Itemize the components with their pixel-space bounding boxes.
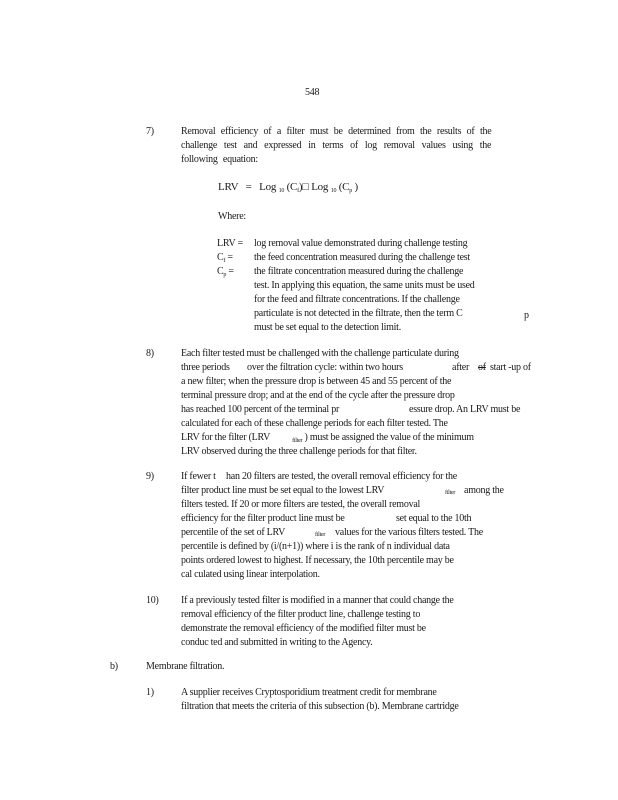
eq-base-1: 10 — [278, 188, 285, 194]
item-b1-line-1: A supplier receives Cryptosporidium treatment credit for membrane — [181, 687, 437, 698]
def-lrv-text: log removal value demonstrated during challenge testing — [254, 238, 468, 249]
item-9-line-4b: set equal to the 10th — [396, 513, 472, 524]
lrv-equation — [218, 180, 358, 196]
where-label: Where: — [218, 211, 246, 222]
item-9-line-5b: values for the various filters tested. The — [335, 527, 483, 538]
item-8-line-5a: has reached 100 percent of the terminal pr — [181, 404, 340, 415]
section-b-title: Membrane filtration. — [146, 661, 225, 672]
eq-log-1: Log — [259, 181, 277, 193]
eq-equals: = — [245, 181, 252, 193]
item-7-line-2: challenge test and expressed in terms of log removal values using the — [181, 140, 492, 151]
item-b1-line-2: filtration that meets the criteria of this subsection (b). Membrane cartridge — [181, 701, 459, 712]
item-10-line-2: removal efficiency of the filter product line, challenge testing to — [181, 609, 421, 620]
section-b-label: b) — [110, 661, 118, 672]
item-7-number: 7) — [146, 126, 154, 137]
item-8-line-7: LRV for the filter (LRV $_{filter}$ ) must be assigned the value of the minimum — [181, 432, 474, 444]
eq-log-2: Log — [311, 181, 329, 193]
item-8-line-2e: start -up of — [490, 362, 531, 373]
item-10-line-1: If a previously tested filter is modified in a manner that could change the — [181, 595, 454, 606]
eq-lhs: LRV — [218, 181, 239, 193]
item-8-line-2d: of — [478, 362, 486, 373]
def-cp-text: the filtrate concentration measured during the challenge — [254, 266, 464, 277]
def-cf-term: $C_f$ = — [217, 252, 233, 264]
item-9-line-6: percentile is defined by (i/(n+1)) where i is the rank of n individual data — [181, 541, 450, 552]
def-cp-cont-3: particulate is not detected in the filtrate, then the term C — [254, 308, 463, 319]
item-9-line-8: cal culated using linear interpolation. — [181, 569, 320, 580]
item-8-line-6: calculated for each of these challenge periods for each filter tested. The — [181, 418, 448, 429]
item-8-line-2a: three periods — [181, 362, 230, 373]
item-9-line-3: filters tested. If 20 or more filters are tested, the overall removal — [181, 499, 421, 510]
def-cf-text: the feed concentration measured during the challenge test — [254, 252, 470, 263]
eq-operator-box: □ — [302, 181, 309, 193]
item-8-line-4: terminal pressure drop; and at the end of the cycle after the pressure drop — [181, 390, 455, 401]
eq-f: f — [297, 188, 299, 194]
def-cp-term: $C_p$ = — [217, 266, 234, 278]
eq-cf: (C — [286, 181, 298, 193]
item-9-line-2-sub: filter — [445, 490, 456, 496]
item-9-line-2a: filter product line must be set equal to the lowest LRV — [181, 485, 385, 496]
item-9-number: 9) — [146, 471, 154, 482]
eq-cf-close: ) — [298, 181, 303, 193]
eq-cp: (C — [338, 181, 350, 193]
item-8-number: 8) — [146, 348, 154, 359]
def-cp-cont-1: test. In applying this equation, the same units must be used — [254, 280, 475, 291]
item-8-line-2b: over the filtration cycle: within two hours — [247, 362, 403, 373]
item-7-line-3: following equation: — [181, 154, 258, 165]
item-9-line-1a: If fewer t — [181, 471, 216, 482]
item-9-line-5a: percentile of the set of LRV — [181, 527, 286, 538]
def-cp-cont-2: for the feed and filtrate concentrations. If the challenge — [254, 294, 460, 305]
item-8-line-2c: after — [452, 362, 470, 373]
item-9-line-7: points ordered lowest to highest. If necessary, the 10th percentile may be — [181, 555, 454, 566]
item-8-line-5b: essure drop. An LRV must be — [409, 404, 521, 415]
item-10-number: 10) — [146, 595, 159, 606]
item-10-line-4: conduc ted and submitted in writing to the Agency. — [181, 637, 373, 648]
def-cp-cont-4: must be set equal to the detection limit. — [254, 322, 401, 333]
item-b1-number: 1) — [146, 687, 154, 698]
page-number: 548 — [305, 87, 320, 98]
item-9-line-4a: efficiency for the filter product line must be — [181, 513, 345, 524]
item-8-line-1: Each filter tested must be challenged with the challenge particulate during — [181, 348, 459, 359]
item-9-line-2b: among the — [464, 485, 504, 496]
item-7-line-1: Removal efficiency of a filter must be determined from the results of the — [181, 126, 492, 137]
item-8-line-8: LRV observed during the three challenge periods for that filter. — [181, 446, 417, 457]
item-9-line-1b: han 20 filters are tested, the overall removal efficiency for the — [226, 471, 457, 482]
def-cp-cont-p: p — [524, 310, 529, 321]
def-lrv-term: LRV = — [217, 238, 243, 249]
item-8-line-3: a new filter; when the pressure drop is between 45 and 55 percent of the — [181, 376, 452, 387]
item-9-line-5-sub: filter — [315, 532, 326, 538]
item-10-line-3: demonstrate the removal efficiency of the modified filter must be — [181, 623, 426, 634]
eq-cp-close: ) — [354, 181, 358, 193]
eq-base-2: 10 — [330, 188, 337, 194]
eq-p: p — [349, 188, 352, 194]
